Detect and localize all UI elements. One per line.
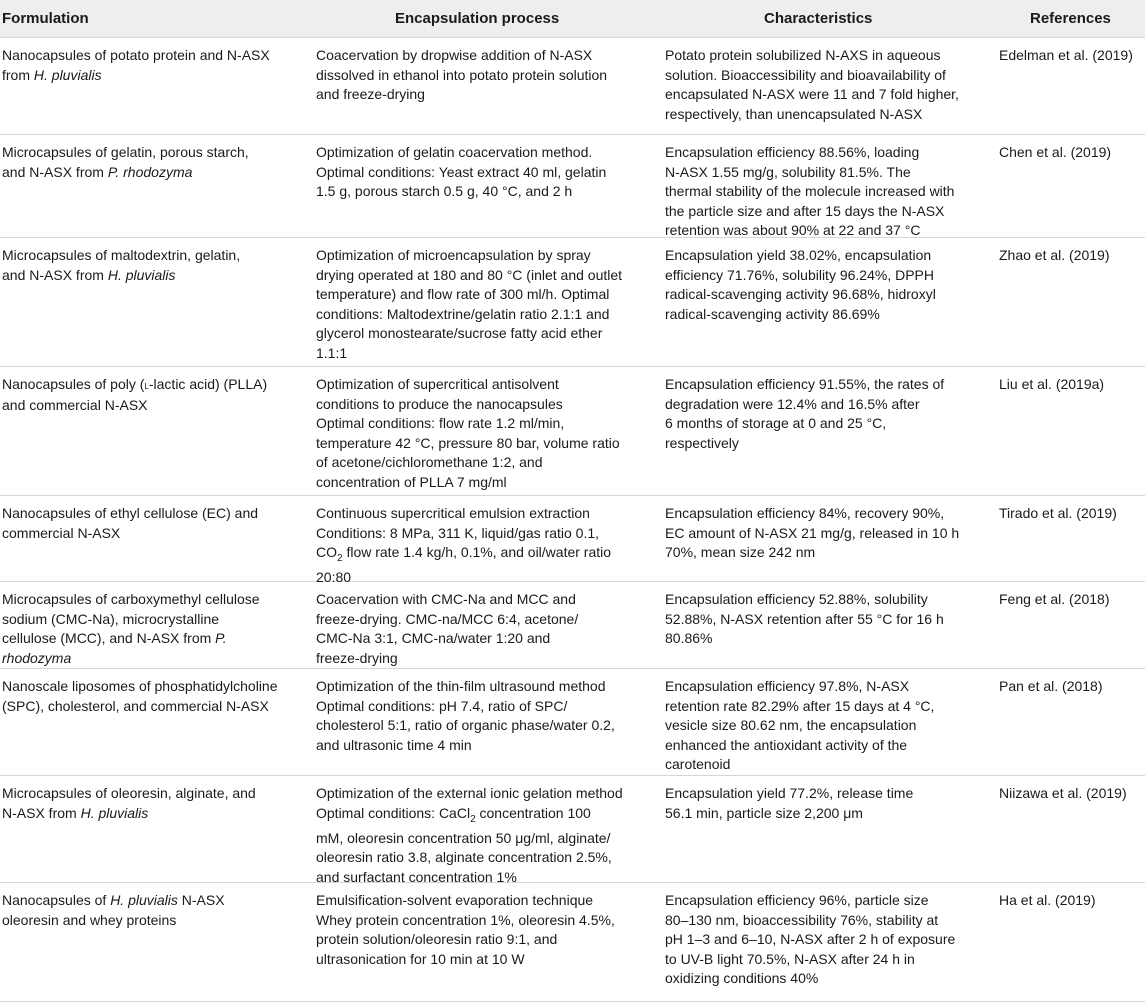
- formulation-line: cellulose (MCC), and N-ASX from P.: [2, 630, 227, 646]
- formulation-cell: [2, 375, 307, 415]
- characteristics-line: thermal stability of the molecule increased with: [665, 183, 955, 199]
- characteristics-line: N-ASX 1.55 mg/g, solubility 81.5%. The: [665, 163, 911, 180]
- formulation-line: N-ASX from H. pluvialis: [2, 804, 149, 821]
- characteristics-line: vesicle size 80.62 nm, the encapsulation: [665, 717, 917, 733]
- header-formulation: Formulation: [2, 10, 89, 27]
- characteristics-line: radical-scavenging activity 96.68%, hidroxyl: [665, 286, 936, 302]
- process-line: freeze-drying. CMC-na/MCC 6:4, acetone/: [316, 610, 579, 627]
- table-row: [0, 496, 1145, 586]
- characteristics-line: carotenoid: [665, 756, 731, 772]
- process-line: and freeze-drying: [316, 86, 425, 102]
- process-cell: [316, 677, 650, 755]
- characteristics-line: degradation were 12.4% and 16.5% after: [665, 395, 920, 412]
- process-line: oleoresin ratio 3.8, alginate concentration 2.5%,: [316, 849, 612, 866]
- characteristics-line: 80.86%: [665, 630, 713, 646]
- table-header-row: [0, 0, 1145, 38]
- process-line: and surfactant concentration 1%: [316, 868, 517, 885]
- table-row: [0, 883, 1145, 1002]
- process-line: Optimization of supercritical antisolvent: [316, 376, 559, 392]
- characteristics-line: 70%, mean size 242 nm: [665, 544, 816, 560]
- process-line: and ultrasonic time 4 min: [316, 736, 472, 753]
- process-line: of acetone/cichloromethane 1:2, and: [316, 454, 543, 470]
- process-line: Optimization of the external ionic gelation method: [316, 785, 623, 801]
- formulation-line: and N-ASX from H. pluvialis: [2, 266, 176, 283]
- formulation-cell: [2, 143, 307, 182]
- characteristics-line: Encapsulation efficiency 88.56%, loading: [665, 144, 920, 160]
- characteristics-line: to UV-B light 70.5%, N-ASX after 24 h in: [665, 950, 915, 967]
- characteristics-cell: [665, 677, 978, 775]
- reference-cell: Tirado et al. (2019): [999, 505, 1117, 521]
- process-cell: [316, 46, 650, 105]
- process-cell: [316, 784, 650, 887]
- formulation-cell: [2, 891, 307, 930]
- process-line: Continuous supercritical emulsion extraction: [316, 505, 590, 521]
- characteristics-line: retention rate 82.29% after 15 days at 4 °C,: [665, 697, 935, 714]
- formulation-line: oleoresin and whey proteins: [2, 911, 177, 928]
- process-line: Optimization of the thin-film ultrasound method: [316, 678, 606, 694]
- process-line: Optimal conditions: pH 7.4, ratio of SPC/: [316, 697, 568, 714]
- characteristics-cell: [665, 143, 978, 241]
- formulation-line: rhodozyma: [2, 649, 72, 666]
- formulation-cell: [2, 46, 307, 85]
- characteristics-cell: [665, 46, 978, 124]
- process-line: Coacervation by dropwise addition of N-ASX: [316, 47, 593, 63]
- characteristics-line: 80–130 nm, bioaccessibility 76%, stability at: [665, 911, 939, 928]
- reference-cell: Pan et al. (2018): [999, 678, 1103, 694]
- process-line: 1.1:1: [316, 344, 348, 361]
- characteristics-line: retention was about 90% at 22 and 37 °C: [665, 222, 921, 238]
- table-row: [0, 238, 1145, 367]
- characteristics-line: EC amount of N-ASX 21 mg/g, released in 10 h: [665, 524, 960, 541]
- characteristics-cell: [665, 375, 978, 453]
- process-line: conditions: Maltodextrine/gelatin ratio 2.1:1 and: [316, 305, 610, 322]
- reference-cell: Chen et al. (2019): [999, 144, 1112, 160]
- reference-cell: Liu et al. (2019a): [999, 376, 1105, 392]
- process-line: Whey protein concentration 1%, oleoresin 4.5%,: [316, 911, 615, 928]
- reference-cell: Ha et al. (2019): [999, 892, 1096, 908]
- table-row: [0, 669, 1145, 776]
- characteristics-line: Encapsulation yield 38.02%, encapsulation: [665, 247, 932, 263]
- process-line: freeze-drying: [316, 649, 398, 666]
- characteristics-line: enhanced the antioxidant activity of the: [665, 736, 908, 753]
- reference-cell: Feng et al. (2018): [999, 591, 1110, 607]
- formulation-line: Microcapsules of maltodextrin, gelatin,: [2, 247, 241, 263]
- table-row: [0, 367, 1145, 496]
- table-row: [0, 38, 1145, 135]
- process-line: drying operated at 180 and 80 °C (inlet and outlet: [316, 266, 623, 283]
- process-line: cholesterol 5:1, ratio of organic phase/water 0.2,: [316, 717, 615, 733]
- process-line: $CO_2$ flow rate 1.4 kg/h, 0.1%, and oil/water ratio: [316, 544, 612, 564]
- formulation-line: Nanocapsules of H. pluvialis N-ASX: [2, 892, 225, 908]
- process-line: glycerol monostearate/sucrose fatty acid ether: [316, 325, 603, 341]
- characteristics-line: efficiency 71.76%, solubility 96.24%, DPPH: [665, 266, 934, 283]
- characteristics-line: 56.1 min, particle size 2,200 μm: [665, 804, 863, 821]
- formulation-line: sodium (CMC-Na), microcrystalline: [2, 610, 220, 627]
- formulation-line: Microcapsules of oleoresin, alginate, and: [2, 785, 256, 801]
- characteristics-cell: [665, 891, 978, 989]
- characteristics-line: 52.88%, N-ASX retention after 55 °C for 16 h: [665, 610, 944, 627]
- characteristics-cell: [665, 246, 978, 324]
- process-line: Optimal conditions: flow rate 1.2 ml/min,: [316, 415, 565, 431]
- header-characteristics: Characteristics: [764, 10, 873, 27]
- header-references: References: [1030, 10, 1111, 27]
- characteristics-line: respectively: [665, 434, 739, 451]
- formulation-cell: [2, 504, 307, 543]
- formulation-cell: [2, 677, 307, 716]
- characteristics-cell: [665, 590, 978, 649]
- process-line: Optimization of microencapsulation by spray: [316, 247, 591, 263]
- formulation-cell: [2, 590, 307, 668]
- formulation-line: Nanocapsules of ethyl cellulose (EC) and: [2, 505, 259, 521]
- process-cell: [316, 590, 650, 668]
- process-cell: [316, 504, 650, 588]
- formulation-line: Microcapsules of carboxymethyl cellulose: [2, 591, 260, 607]
- reference-cell: Zhao et al. (2019): [999, 247, 1110, 263]
- table-row: [0, 776, 1145, 883]
- reference-cell: Edelman et al. (2019): [999, 47, 1133, 63]
- formulation-line: (SPC), cholesterol, and commercial N-ASX: [2, 697, 269, 714]
- process-line: CMC-Na 3:1, CMC-na/water 1:20 and: [316, 630, 551, 646]
- characteristics-line: oxidizing conditions 40%: [665, 970, 819, 986]
- table-row: [0, 582, 1145, 669]
- process-line: Conditions: 8 MPa, 311 K, liquid/gas ratio 0.1,: [316, 524, 600, 541]
- formulation-line: and N-ASX from P. rhodozyma: [2, 163, 193, 180]
- formulation-line: from H. pluvialis: [2, 66, 102, 83]
- process-line: Coacervation with CMC-Na and MCC and: [316, 591, 576, 607]
- process-line: Optimal conditions: CaCl$_2$ concentration 100: [316, 804, 591, 825]
- characteristics-line: Encapsulation efficiency 91.55%, the rates of: [665, 376, 945, 392]
- process-line: 1.5 g, porous starch 0.5 g, 40 °C, and 2 h: [316, 183, 573, 199]
- characteristics-line: the particle size and after 15 days the N-ASX: [665, 202, 945, 219]
- formulation-line: and commercial N-ASX: [2, 396, 148, 413]
- characteristics-line: Encapsulation efficiency 97.8%, N-ASX: [665, 678, 910, 694]
- reference-cell: Niizawa et al. (2019): [999, 785, 1127, 801]
- process-line: ultrasonication for 10 min at 10 W: [316, 950, 525, 967]
- characteristics-line: Encapsulation yield 77.2%, release time: [665, 785, 914, 801]
- characteristics-line: Encapsulation efficiency 96%, particle size: [665, 892, 929, 908]
- formulation-line: Nanocapsules of poly (l-lactic acid) (PLLA): [2, 376, 268, 392]
- formulation-cell: [2, 246, 307, 285]
- characteristics-line: Encapsulation efficiency 52.88%, solubility: [665, 591, 928, 607]
- process-line: mM, oleoresin concentration 50 μg/ml, alginate/: [316, 829, 611, 846]
- process-cell: [316, 891, 650, 969]
- characteristics-line: solution. Bioaccessibility and bioavailability of: [665, 66, 946, 83]
- process-cell: [316, 375, 650, 492]
- formulation-line: commercial N-ASX: [2, 524, 121, 541]
- characteristics-line: Potato protein solubilized N-AXS in aqueous: [665, 47, 941, 63]
- table-row: [0, 135, 1145, 238]
- process-cell: [316, 246, 650, 363]
- process-line: Optimal conditions: Yeast extract 40 ml, gelatin: [316, 163, 607, 180]
- formulation-line: Nanocapsules of potato protein and N-ASX: [2, 47, 270, 63]
- formulation-cell: [2, 784, 307, 823]
- characteristics-line: 6 months of storage at 0 and 25 °C,: [665, 415, 887, 431]
- process-line: temperature 42 °C, pressure 80 bar, volume ratio: [316, 434, 620, 451]
- characteristics-line: encapsulated N-ASX were 11 and 7 fold higher,: [665, 86, 959, 102]
- characteristics-line: radical-scavenging activity 86.69%: [665, 305, 880, 322]
- process-line: Emulsification-solvent evaporation technique: [316, 892, 594, 908]
- process-line: protein solution/oleoresin ratio 9:1, and: [316, 931, 558, 947]
- process-line: concentration of PLLA 7 mg/ml: [316, 473, 507, 490]
- characteristics-cell: [665, 784, 978, 823]
- header-encapsulation-process: Encapsulation process: [395, 10, 560, 27]
- formulation-line: Nanoscale liposomes of phosphatidylcholine: [2, 678, 278, 694]
- process-line: temperature) and flow rate of 300 ml/h. Optimal: [316, 286, 610, 302]
- characteristics-line: respectively, than unencapsulated N-ASX: [665, 105, 923, 122]
- characteristics-line: pH 1–3 and 6–10, N-ASX after 2 h of exposure: [665, 931, 956, 947]
- process-line: 20:80: [316, 569, 352, 586]
- process-cell: [316, 143, 650, 202]
- process-line: Optimization of gelatin coacervation method.: [316, 144, 593, 160]
- process-line: dissolved in ethanol into potato protein solution: [316, 66, 608, 83]
- characteristics-cell: [665, 504, 978, 563]
- formulation-line: Microcapsules of gelatin, porous starch,: [2, 144, 249, 160]
- characteristics-line: Encapsulation efficiency 84%, recovery 90%,: [665, 505, 945, 521]
- process-line: conditions to produce the nanocapsules: [316, 395, 563, 412]
